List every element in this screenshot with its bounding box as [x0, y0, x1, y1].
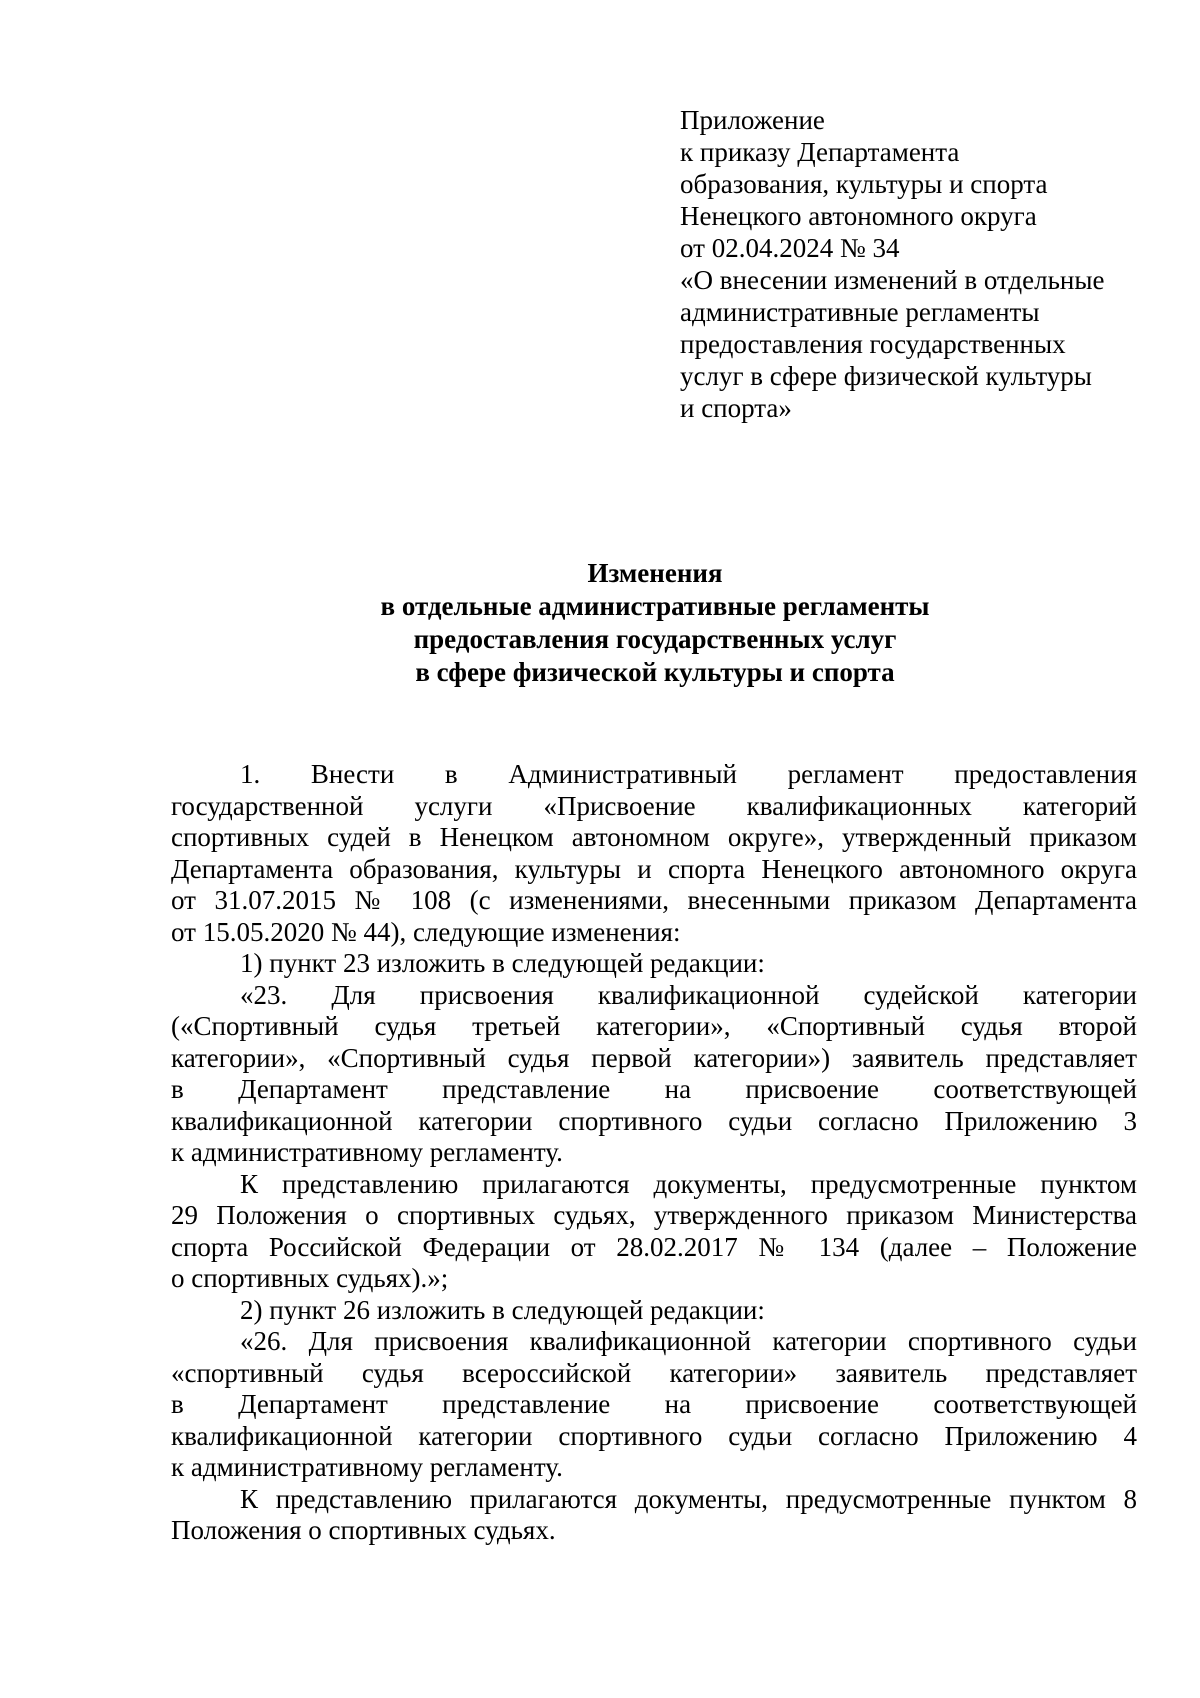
paragraph-6 — [171, 1326, 1137, 1484]
paragraph-5 — [171, 1295, 1137, 1327]
paragraph-3 — [171, 980, 1137, 1169]
appendix-block — [680, 104, 1180, 424]
paragraph-4 — [171, 1169, 1137, 1295]
text-line: «26. Для присвоения квалификационной категории спортивного судьи — [240, 1326, 1137, 1356]
text-line: Департамента образования, культуры и спорта Ненецкого автономного округа — [171, 853, 1137, 884]
paragraph-1 — [171, 759, 1137, 948]
appendix-line: и спорта» — [680, 393, 792, 423]
text-line: к административному регламенту. — [171, 1137, 563, 1167]
paragraph-7 — [171, 1484, 1137, 1547]
text-line: («Спортивный судья третьей категории», «Спортивный судья второй — [171, 1011, 1137, 1041]
appendix-line: предоставления государственных — [680, 329, 1066, 359]
title-line: в отдельные административные регламенты — [380, 591, 930, 621]
text-line: к административному регламенту. — [171, 1452, 563, 1482]
text-line: Положения о спортивных судьях. — [171, 1515, 556, 1545]
text-line: К представлению прилагаются документы, предусмотренные пунктом 8 — [240, 1483, 1137, 1514]
text-line: квалификационной категории спортивного судьи согласно Приложению 3 — [171, 1105, 1137, 1136]
text-line: 1. Внести в Административный регламент предоставления — [240, 759, 1137, 789]
document-body — [171, 759, 1137, 1547]
text-line: государственной услуги «Присвоение квалификационных категорий — [171, 790, 1137, 821]
text-line: 1) пункт 23 изложить в следующей редакции: — [240, 948, 765, 978]
text-line: 29 Положения о спортивных судьях, утвержденного приказом Министерства — [171, 1200, 1137, 1230]
text-line: 2) пункт 26 изложить в следующей редакции: — [240, 1294, 765, 1325]
appendix-line: Ненецкого автономного округа — [680, 201, 1037, 231]
text-line: в Департамент представление на присвоение соответствующей — [171, 1389, 1137, 1419]
appendix-line: услуг в сфере физической культуры — [680, 361, 1092, 391]
appendix-line: к приказу Департамента — [680, 137, 960, 167]
appendix-line: административные регламенты — [680, 297, 1040, 327]
text-line: категории», «Спортивный судья первой категории») заявитель представляет — [171, 1042, 1137, 1073]
title-line: предоставления государственных услуг — [413, 624, 897, 654]
text-line: «23. Для присвоения квалификационной судейской категории — [240, 979, 1137, 1010]
text-line: спортивных судей в Ненецком автономном округе», утвержденный приказом — [171, 822, 1137, 852]
title-line: в сфере физической культуры и спорта — [415, 657, 895, 687]
paragraph-2 — [171, 948, 1137, 980]
text-line: о спортивных судьях).»; — [171, 1263, 449, 1293]
text-line: в Департамент представление на присвоение соответствующей — [171, 1074, 1137, 1104]
document-title — [0, 557, 1200, 689]
text-line: «спортивный судья всероссийской категории» заявитель представляет — [171, 1357, 1137, 1388]
appendix-line: образования, культуры и спорта — [680, 169, 1048, 199]
appendix-line: «О внесении изменений в отдельные — [680, 265, 1105, 295]
text-line: от 15.05.2020 № 44), следующие изменения: — [171, 916, 681, 947]
appendix-line: Приложение — [680, 105, 825, 135]
text-line: спорта Российской Федерации от 28.02.2017 № 134 (далее – Положение — [171, 1231, 1137, 1262]
title-line: Изменения — [587, 558, 723, 588]
text-line: квалификационной категории спортивного судьи согласно Приложению 4 — [171, 1420, 1137, 1451]
text-line: от 31.07.2015 № 108 (с изменениями, внесенными приказом Департамента — [171, 885, 1137, 915]
appendix-line: от 02.04.2024 № 34 — [680, 233, 900, 263]
text-line: К представлению прилагаются документы, предусмотренные пунктом — [240, 1168, 1137, 1199]
